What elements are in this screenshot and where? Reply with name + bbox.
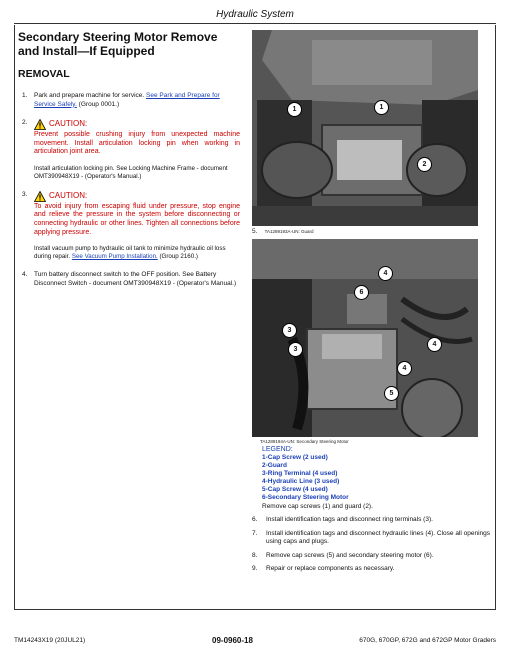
step-3 (18, 191, 240, 261)
callout-2: 2 (417, 157, 432, 172)
caution-header (34, 191, 240, 202)
callout-4a: 4 (378, 266, 393, 281)
caution-label: CAUTION: (49, 191, 88, 201)
callout-6: 6 (354, 285, 369, 300)
step-text: Install identification tags and disconnect ring terminals (3). (266, 516, 433, 523)
caution-header (34, 119, 240, 130)
step-7 (252, 530, 490, 547)
park-prepare-link[interactable]: See Park and Prepare for Service Safely. (34, 92, 220, 108)
step-note: Install articulation locking pin. See Locking Machine Frame - document OMT390948X19 - (Operator's Manual.) (34, 164, 228, 180)
legend (262, 446, 490, 511)
removal-heading: REMOVAL (18, 68, 70, 80)
legend-item: 1-Cap Screw (2 used) (262, 454, 328, 461)
step-number: 3. (22, 190, 28, 198)
figure-caption-2: TA1289194A-UN: Secondary Steering Motor (260, 439, 349, 444)
step-text: Park and prepare machine for service. (34, 92, 145, 99)
page-number: 09-0960-18 (212, 636, 253, 645)
motor-photo (252, 239, 478, 437)
guard-photo (252, 30, 478, 226)
step-5-text: Remove cap screws (1) and guard (2). (262, 503, 373, 510)
step-suffix: (Group 0001.) (76, 100, 120, 108)
vacuum-pump-link[interactable]: See Vacuum Pump Installation. (71, 253, 158, 261)
step-text: Remove cap screws (5) and secondary steering motor (6). (266, 551, 434, 559)
warning-triangle-icon (34, 191, 46, 202)
legend-item: 4-Hydraulic Line (3 used) (262, 478, 340, 485)
left-column (18, 30, 240, 298)
step-number: 8. (252, 551, 258, 559)
callout-3b: 3 (288, 342, 303, 357)
right-column (252, 30, 490, 574)
step-number: 9. (252, 565, 258, 572)
warning-triangle-icon (34, 119, 46, 130)
page-header (14, 8, 496, 24)
figure-row-1 (252, 228, 490, 235)
caution-text: To avoid injury from escaping fluid under pressure, stop engine and relieve the pressure in the system before disconnecting or connecting hydraulic or other lines. Tighten all connections before applying pressure. (34, 202, 240, 236)
doc-id: TM14243X19 (20JUL21) (14, 637, 86, 644)
step-6 (252, 516, 490, 525)
note-suffix: (Group 2160.) (157, 253, 198, 261)
step-number: 6. (252, 516, 258, 523)
callout-4b: 4 (427, 337, 442, 352)
callout-3a: 3 (282, 323, 297, 338)
step-4 (18, 271, 240, 288)
legend-item: 5-Cap Screw (4 used) (262, 486, 328, 493)
section-title: Hydraulic System (216, 9, 294, 20)
step-number: 2. (22, 119, 28, 126)
callout-1a: 1 (287, 102, 302, 117)
figure-caption: TA1289193A-UN: Guard (264, 229, 314, 234)
model-list: 670G, 670GP, 672G and 672GP Motor Graders (359, 637, 496, 644)
step-5-number: 5. (252, 228, 258, 235)
step-1 (18, 92, 240, 109)
legend-item: 6-Secondary Steering Motor (262, 494, 349, 501)
step-number: 4. (22, 271, 28, 279)
legend-item: 2-Guard (262, 462, 287, 469)
note-text: Install vacuum pump to hydraulic oil tank to minimize hydraulic oil loss during repair. (34, 245, 226, 261)
motor-photo-image (252, 239, 478, 437)
callout-4c: 4 (397, 361, 412, 376)
step-number: 1. (22, 92, 28, 99)
caution-text: Prevent possible crushing injury from unexpected machine movement. Install articulation locking pin when working in articulation joint area. (34, 131, 240, 156)
step-8 (252, 552, 490, 561)
legend-item: 3-Ring Terminal (4 used) (262, 470, 338, 477)
step-2 (18, 119, 240, 181)
step-number: 7. (252, 529, 258, 537)
legend-heading: LEGEND: (262, 446, 293, 453)
step-note (34, 245, 240, 261)
doc-title: Secondary Steering Motor Remove and Install—If Equipped (18, 30, 218, 58)
step-text: Repair or replace components as necessary. (266, 565, 395, 572)
guard-photo-image (252, 30, 478, 226)
step-text: Turn battery disconnect switch to the OFF position. See Battery Disconnect Switch - document OMT390948X19 - (Operator's Manual.) (34, 271, 237, 287)
callout-1b: 1 (374, 100, 389, 115)
step-text: Install identification tags and disconnect hydraulic lines (4). Close all openings using caps and plugs. (266, 529, 491, 545)
step-9 (252, 565, 490, 574)
caution-label: CAUTION: (49, 119, 88, 129)
callout-5: 5 (384, 386, 399, 401)
